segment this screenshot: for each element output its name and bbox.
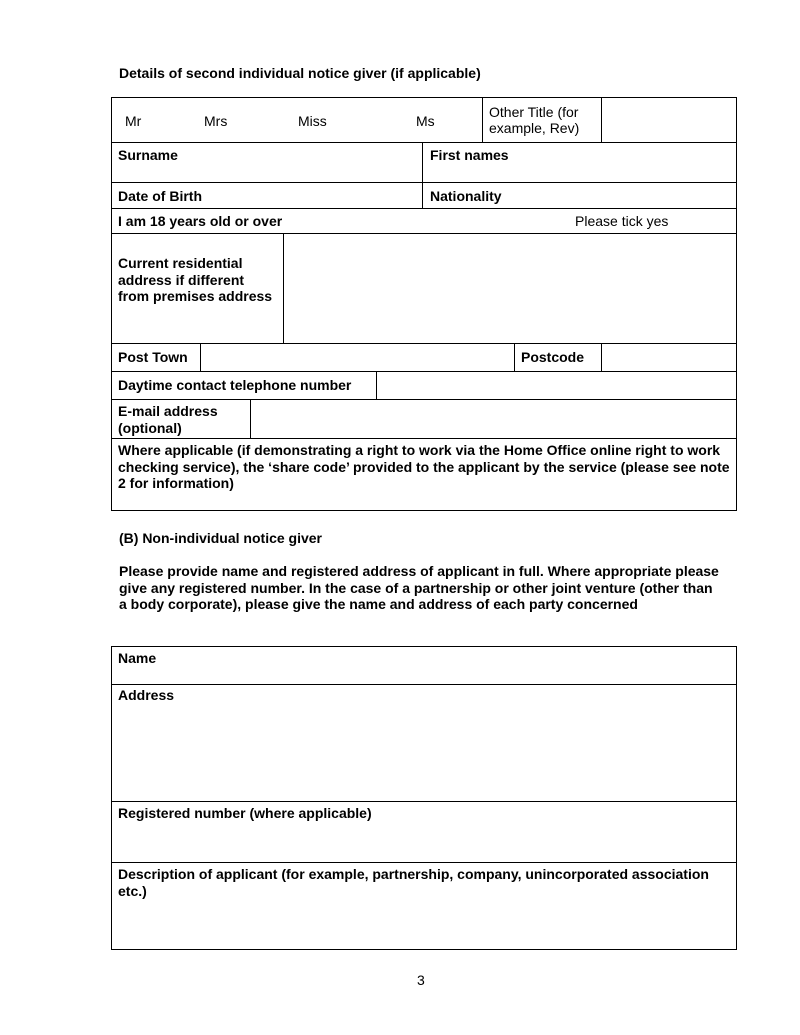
- tick-yes-label: Please tick yes: [575, 213, 669, 229]
- section-b-instructions: Please provide name and registered address of applicant in full. Where appropriate please give any registered number. In the case of a partnership or other joint venture (other than a body corporate), please give the name and address of each party concerned: [119, 563, 719, 612]
- first-names-input[interactable]: [423, 165, 735, 181]
- nationality-input[interactable]: [520, 183, 735, 207]
- email-label: E-mail address (optional): [118, 403, 218, 436]
- section-heading: Details of second individual notice giver (if applicable): [119, 65, 481, 81]
- phone-label: Daytime contact telephone number: [118, 377, 352, 393]
- age-label: I am 18 years old or over: [118, 213, 283, 229]
- registered-number-input[interactable]: [112, 823, 735, 861]
- post-town-label: Post Town: [118, 349, 188, 365]
- section-b-heading: (B) Non-individual notice giver: [119, 530, 323, 546]
- title-option-other: Other Title (for example, Rev): [489, 104, 580, 136]
- title-option-mrs[interactable]: Mrs: [204, 113, 228, 129]
- name-input[interactable]: [112, 668, 735, 683]
- title-option-ms[interactable]: Ms: [416, 113, 435, 129]
- postcode-input[interactable]: [602, 344, 735, 370]
- page-number: 3: [417, 972, 425, 988]
- surname-label: Surname: [118, 147, 178, 163]
- surname-input[interactable]: [112, 165, 421, 181]
- address-label: Address: [118, 687, 175, 703]
- address-input[interactable]: [112, 705, 735, 800]
- share-code-label: Where applicable (if demonstrating a right to work via the Home Office online right to work checking service), the ‘share code’ provided to the applicant by the service (please see note 2 for information): [118, 442, 730, 491]
- name-label: Name: [118, 650, 157, 666]
- description-input[interactable]: [112, 902, 735, 948]
- first-names-label: First names: [430, 147, 509, 163]
- email-input[interactable]: [251, 400, 735, 437]
- dob-input[interactable]: [220, 183, 420, 207]
- residential-address-input[interactable]: [284, 234, 735, 342]
- post-town-input[interactable]: [201, 344, 513, 370]
- phone-input[interactable]: [377, 372, 735, 398]
- title-option-mr[interactable]: Mr: [125, 113, 142, 129]
- postcode-label: Postcode: [521, 349, 585, 365]
- nationality-label: Nationality: [430, 188, 502, 204]
- residential-address-label: Current residential address if different from premises address: [118, 255, 273, 304]
- title-option-miss[interactable]: Miss: [298, 113, 327, 129]
- dob-label: Date of Birth: [118, 188, 202, 204]
- registered-number-label: Registered number (where applicable): [118, 805, 372, 821]
- description-label: Description of applicant (for example, partnership, company, unincorporated association etc.): [118, 866, 709, 899]
- other-title-input[interactable]: [602, 98, 735, 141]
- age-tick-box[interactable]: [680, 209, 730, 232]
- share-code-input[interactable]: [112, 493, 735, 509]
